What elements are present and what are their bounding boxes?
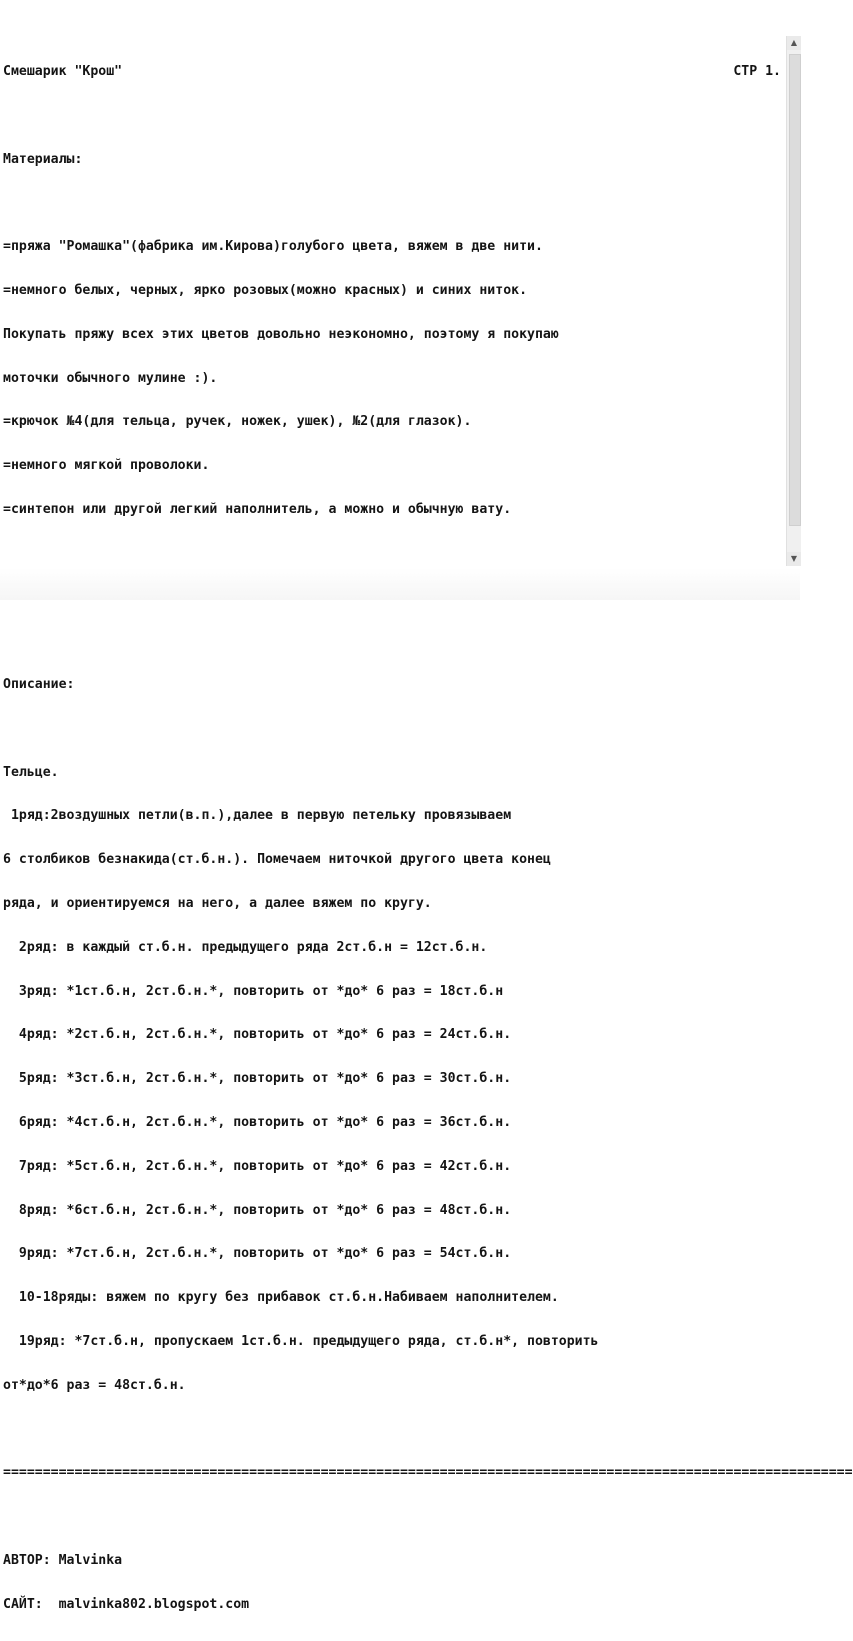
blank-line [3, 197, 783, 212]
text-viewer [3, 36, 853, 1612]
row-line: 10-18ряды: вяжем по кругу без прибавок ст.б.н.Набиваем наполнителем. [3, 1290, 559, 1306]
row-line: 5ряд: *3ст.б.н, 2ст.б.н.*, повторить от *до* 6 раз = 30ст.б.н. [3, 1071, 512, 1087]
blank-line [3, 1510, 783, 1525]
materials-line: =синтепон или другой легкий наполнитель, а можно и обычную вату. [3, 502, 512, 517]
materials-line: =немного белых, черных, ярко розовых(можно красных) и синих ниток. [3, 283, 528, 299]
divider-line: =========================================================================================================== [3, 1465, 853, 1481]
scroll-down-arrow-icon[interactable]: ▼ [787, 552, 801, 566]
row-line: 4ряд: *2ст.б.н, 2ст.б.н.*, повторить от *до* 6 раз = 24ст.б.н. [3, 1027, 512, 1043]
row-line: 8ряд: *6ст.б.н, 2ст.б.н.*, повторить от *до* 6 раз = 48ст.б.н. [3, 1202, 512, 1218]
row-line: 7ряд: *5ст.б.н, 2ст.б.н.*, повторить от *до* 6 раз = 42ст.б.н. [3, 1158, 512, 1174]
row-line: от*до*6 раз = 48ст.б.н. [3, 1377, 186, 1393]
header-line [3, 65, 781, 80]
blank-line [3, 722, 783, 737]
scroll-up-arrow-icon[interactable]: ▲ [787, 36, 801, 50]
row-line: 9ряд: *7ст.б.н, 2ст.б.н.*, повторить от *до* 6 раз = 54ст.б.н. [3, 1246, 512, 1262]
row-line: 19ряд: *7ст.б.н, пропускаем 1ст.б.н. предыдущего ряда, ст.б.н*, повторить [3, 1333, 599, 1349]
row-line: ряда, и ориентируемся на него, а далее вяжем по кругу. [3, 896, 432, 912]
materials-line: =крючок №4(для тельца, ручек, ножек, ушек), №2(для глазок). [3, 414, 472, 430]
page-label: СТР 1. [733, 64, 781, 80]
author-line: АВТОР: Malvinka [3, 1552, 123, 1568]
scroll-thumb[interactable] [789, 54, 801, 526]
row-line: 3ряд: *1ст.б.н, 2ст.б.н.*, повторить от *до* 6 раз = 18ст.б.н [3, 983, 504, 999]
document-title: Смешарик "Крош" [3, 64, 123, 80]
materials-line: моточки обычного мулине :). [3, 370, 218, 386]
row-line: 2ряд: в каждый ст.б.н. предыдущего ряда 2ст.б.н = 12ст.б.н. [3, 939, 488, 955]
materials-line: Покупать пряжу всех этих цветов довольно неэкономно, поэтому я покупаю [3, 326, 559, 342]
description-heading: Описание: [3, 677, 75, 693]
site-line: САЙТ: malvinka802.blogspot.com [3, 1596, 250, 1612]
row-line: 6ряд: *4ст.б.н, 2ст.б.н.*, повторить от *до* 6 раз = 36ст.б.н. [3, 1114, 512, 1130]
blank-line [3, 1422, 783, 1437]
materials-line: =немного мягкой проволоки. [3, 458, 210, 474]
body-heading: Тельце. [3, 764, 59, 780]
blank-line [3, 634, 783, 649]
blank-line [3, 109, 783, 124]
row-line: 6 столбиков безнакида(ст.б.н.). Помечаем ниточкой другого цвета конец [3, 852, 551, 868]
bottom-fade [0, 568, 800, 600]
vertical-scrollbar[interactable] [786, 36, 801, 566]
blank-line [3, 547, 783, 562]
materials-line: =пряжа "Ромашка"(фабрика им.Кирова)голубого цвета, вяжем в две нити. [3, 239, 543, 255]
materials-heading: Материалы: [3, 151, 83, 167]
row-line: 1ряд:2воздушных петли(в.п.),далее в первую петельку провязываем [3, 808, 512, 824]
